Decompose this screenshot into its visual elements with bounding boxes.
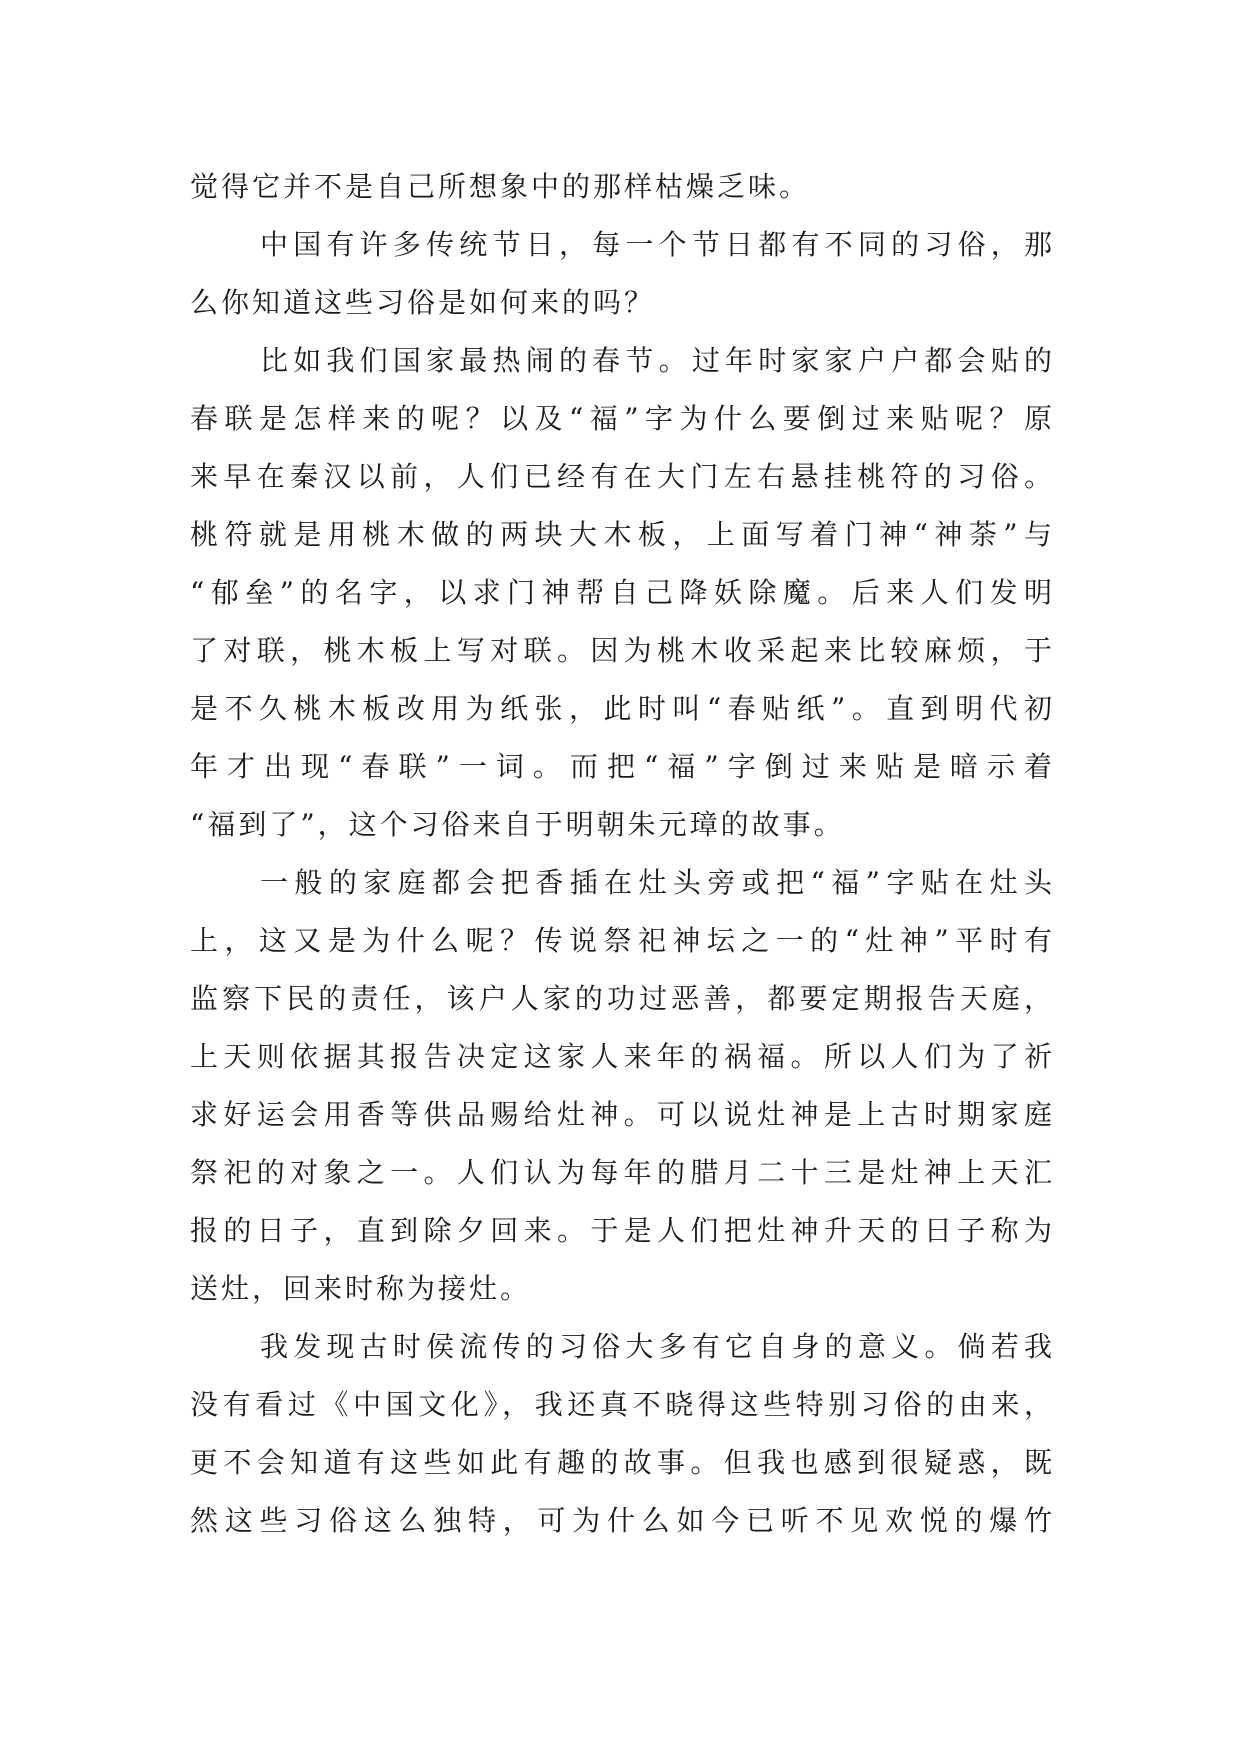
- paragraph-first-line: 我发现古时侯流传的习俗大多有它自身的意义。倘若我: [260, 1330, 1055, 1363]
- body-text: [190, 158, 1055, 1550]
- text-line: 桃符就是用桃木做的两块大木板，上面写着门神“神荼”与: [190, 518, 1055, 551]
- text-line: 上天则依据其报告决定这家人来年的祸福。所以人们为了祈: [190, 1040, 1055, 1073]
- paragraph-first-line: 中国有许多传统节日，每一个节日都有不同的习俗，那: [260, 228, 1055, 261]
- text-line: 春联是怎样来的呢？以及“福”字为什么要倒过来贴呢？原: [190, 402, 1055, 435]
- text-line: 上，这又是为什么呢？传说祭祀神坛之一的“灶神”平时有: [190, 924, 1055, 957]
- text-line: 是不久桃木板改用为纸张，此时叫“春贴纸”。直到明代初: [190, 692, 1055, 725]
- text-line: “福到了”，这个习俗来自于明朝朱元璋的故事。: [190, 808, 845, 841]
- text-line: 报的日子，直到除夕回来。于是人们把灶神升天的日子称为: [190, 1214, 1055, 1247]
- text-line: 年才出现“春联”一词。而把“福”字倒过来贴是暗示着: [190, 750, 1055, 783]
- text-line: 监察下民的责任，该户人家的功过恶善，都要定期报告天庭，: [190, 982, 1055, 1015]
- text-line: “郁垒”的名字，以求门神帮自己降妖除魔。后来人们发明: [190, 576, 1055, 609]
- text-line: 送灶，回来时称为接灶。: [190, 1272, 532, 1305]
- paragraph-first-line: 一般的家庭都会把香插在灶头旁或把“福”字贴在灶头: [260, 866, 1055, 899]
- text-line: 觉得它并不是自己所想象中的那样枯燥乏味。: [190, 170, 811, 203]
- text-line: 求好运会用香等供品赐给灶神。可以说灶神是上古时期家庭: [190, 1098, 1055, 1131]
- text-line: 更不会知道有这些如此有趣的故事。但我也感到很疑惑，既: [190, 1446, 1055, 1479]
- text-line: 然这些习俗这么独特，可为什么如今已听不见欢悦的爆竹: [190, 1504, 1055, 1537]
- text-line: 么你知道这些习俗是如何来的吗？: [190, 286, 656, 319]
- text-line: 祭祀的对象之一。人们认为每年的腊月二十三是灶神上天汇: [190, 1156, 1055, 1189]
- text-line: 没有看过《中国文化》，我还真不晓得这些特别习俗的由来，: [190, 1388, 1055, 1421]
- text-line: 来早在秦汉以前，人们已经有在大门左右悬挂桃符的习俗。: [190, 460, 1055, 493]
- paragraph-first-line: 比如我们国家最热闹的春节。过年时家家户户都会贴的: [260, 344, 1055, 377]
- text-line: 了对联，桃木板上写对联。因为桃木收采起来比较麻烦，于: [190, 634, 1055, 667]
